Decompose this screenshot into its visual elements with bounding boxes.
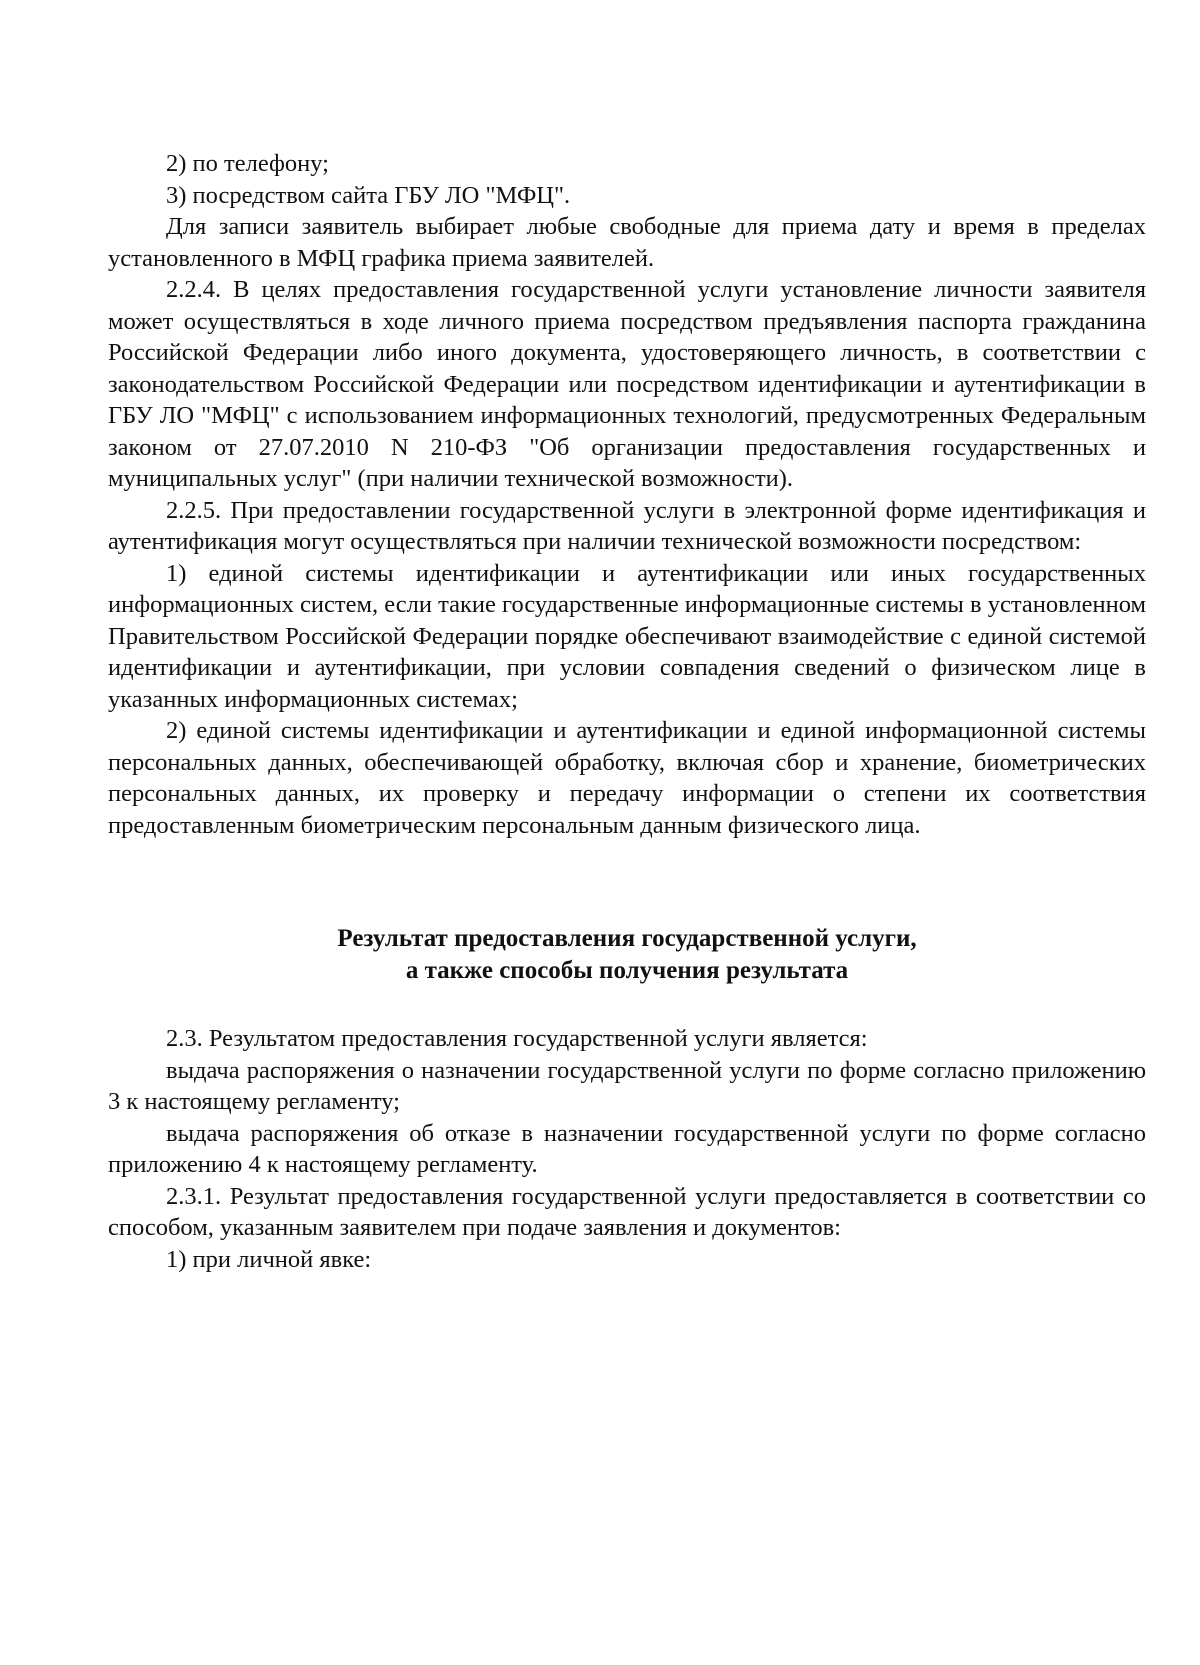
section-heading-line: Результат предоставления государственной услуги, xyxy=(337,925,917,952)
document-page xyxy=(108,148,1146,1275)
paragraph: 2.2.4. В целях предоставления государственной услуги установление личности заявителя может осуществляться в ходе личного приема посредством предъявления паспорта гражданина Российской Федерации либо иного документа, удостоверяющего личность, в соответствии с законодательством Российской Федерации или посредством идентификации и аутентификации в ГБУ ЛО "МФЦ" с использованием информационных технологий, предусмотренных Федеральным законом от 27.07.2010 N 210-ФЗ "Об организации предоставления государственных и муниципальных услуг" (при наличии технической возможности). xyxy=(108,276,1146,492)
paragraph: 2.3.1. Результат предоставления государственной услуги предоставляется в соответствии со способом, указанным заявителем при подаче заявления и документов: xyxy=(108,1182,1146,1241)
section-heading xyxy=(108,923,1146,987)
paragraph: 2) единой системы идентификации и аутентификации и единой информационной системы персональных данных, обеспечивающей обработку, включая сбор и хранение, биометрических персональных данных, их проверку и передачу информации о степени их соответствия предоставленным биометрическим персональным данным физического лица. xyxy=(108,717,1146,839)
paragraph: выдача распоряжения об отказе в назначении государственной услуги по форме согласно приложению 4 к настоящему регламенту. xyxy=(108,1119,1146,1178)
paragraph: 2.3. Результатом предоставления государственной услуги является: xyxy=(166,1025,868,1052)
spacer xyxy=(108,987,1146,1023)
paragraph: Для записи заявитель выбирает любые свободные для приема дату и время в пределах установленного в МФЦ графика приема заявителей. xyxy=(108,213,1146,272)
spacer xyxy=(108,841,1146,923)
paragraph: 3) посредством сайта ГБУ ЛО "МФЦ". xyxy=(166,181,571,209)
paragraph: 1) при личной явке: xyxy=(166,1245,372,1273)
section-heading-line: а также способы получения результата xyxy=(405,957,849,984)
paragraph: выдача распоряжения о назначении государственной услуги по форме согласно приложению 3 к настоящему регламенту; xyxy=(108,1056,1146,1115)
paragraph: 2) по телефону; xyxy=(166,150,329,177)
paragraph: 2.2.5. При предоставлении государственной услуги в электронной форме идентификация и аутентификация могут осуществляться при наличии технической возможности посредством: xyxy=(108,496,1146,555)
paragraph: 1) единой системы идентификации и аутентификации или иных государственных информационных систем, если такие государственные информационные системы в установленном Правительством Российской Федерации порядке обеспечивают взаимодействие с единой системой идентификации и аутентификации, при условии совпадения сведений о физическом лице в указанных информационных системах; xyxy=(108,559,1146,713)
